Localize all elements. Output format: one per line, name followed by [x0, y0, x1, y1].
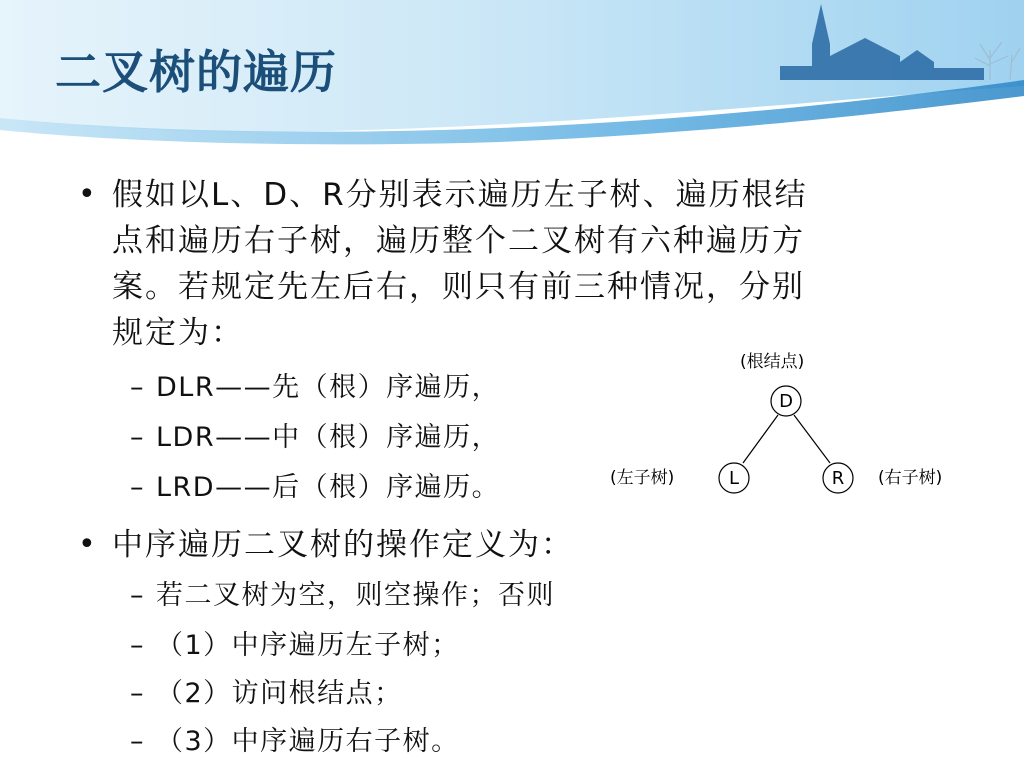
- sub-item: [130, 418, 500, 458]
- dash-icon: –: [130, 630, 144, 661]
- dash-icon: –: [130, 678, 144, 709]
- sub-item: [130, 626, 460, 666]
- sub-item: [130, 722, 460, 762]
- tree-edge-right: [794, 415, 830, 463]
- node-label: L: [728, 468, 740, 489]
- node-label: R: [831, 468, 845, 489]
- bullet-item: [78, 522, 958, 568]
- bullet-item: [78, 172, 958, 362]
- sub-item: [130, 576, 555, 616]
- sub-item-text: 若二叉树为空，则空操作；否则: [156, 580, 555, 611]
- sub-item: [130, 468, 500, 508]
- tree-edge-left: [743, 415, 778, 463]
- bullet-text: [112, 172, 808, 356]
- bullet-text-line: 中序遍历二叉树的操作定义为：: [112, 527, 574, 563]
- sub-item-text: （2）访问根结点；: [156, 678, 403, 709]
- tree-node-left: [719, 463, 749, 493]
- bullet-text-line: 点和遍历右子树，遍历整个二叉树有六种遍历方: [112, 223, 805, 259]
- dash-icon: –: [130, 580, 144, 611]
- bullet-text: [112, 522, 574, 568]
- bullet-text-line: 规定为：: [112, 315, 244, 351]
- tree-node-root: [771, 386, 801, 416]
- dash-icon: –: [130, 372, 144, 403]
- bullet-dot-icon: •: [78, 527, 96, 562]
- tree-node-right: [823, 463, 853, 493]
- dash-icon: –: [130, 472, 144, 503]
- sub-item-text: （1）中序遍历左子树；: [156, 630, 460, 661]
- sub-item: [130, 368, 500, 408]
- root-caption: (根结点): [740, 352, 805, 372]
- sub-item-text: LDR——中（根）序遍历，: [156, 422, 501, 453]
- bullet-dot-icon: •: [78, 177, 96, 212]
- sub-item-text: （3）中序遍历右子树。: [156, 726, 460, 757]
- sub-item: [130, 674, 403, 714]
- binary-tree-diagram: [600, 345, 1000, 505]
- dash-icon: –: [130, 422, 144, 453]
- dash-icon: –: [130, 726, 144, 757]
- right-caption: (右子树): [878, 468, 943, 488]
- sub-item-text: LRD——后（根）序遍历。: [156, 472, 501, 503]
- sub-item-text: DLR——先（根）序遍历，: [156, 372, 501, 403]
- bullet-text-line: 假如以L、D、R分别表示遍历左子树、遍历根结: [112, 177, 808, 213]
- bullet-text-line: 案。若规定先左后右，则只有前三种情况，分别: [112, 269, 805, 305]
- page-title: 二叉树的遍历: [55, 45, 337, 99]
- node-label: D: [779, 391, 793, 412]
- left-caption: (左子树): [610, 468, 675, 488]
